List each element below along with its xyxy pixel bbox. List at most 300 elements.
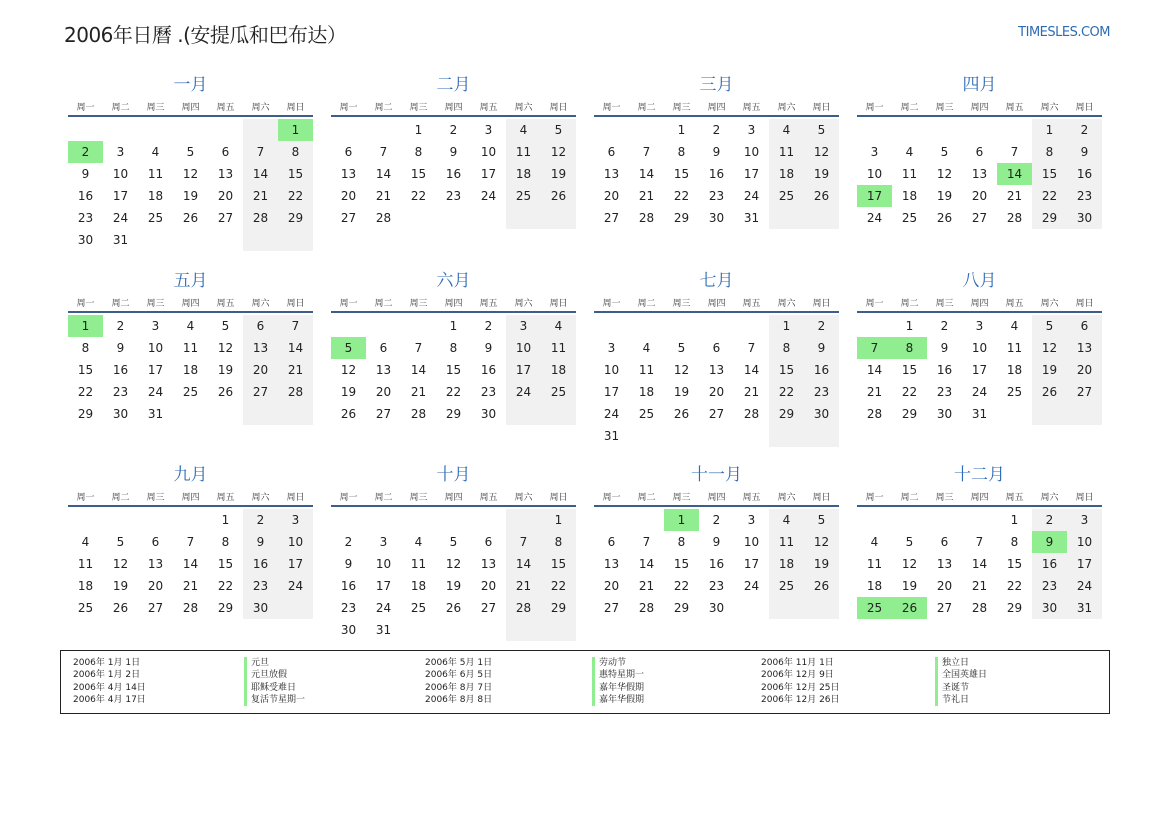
day-cell: 24 bbox=[743, 189, 760, 203]
day-cell: 10 bbox=[743, 535, 760, 549]
weekday-label: 周四 bbox=[444, 492, 463, 503]
empty-cell bbox=[138, 119, 173, 141]
empty-cell bbox=[541, 207, 576, 229]
day-cell: 25 bbox=[77, 601, 94, 615]
day-cell: 26 bbox=[182, 211, 199, 225]
weekday-label: 周四 bbox=[970, 492, 989, 503]
day-cell: 11 bbox=[638, 363, 655, 377]
day-cell: 27 bbox=[243, 381, 278, 403]
day-cell: 10 bbox=[112, 167, 129, 181]
day-cell: 12 bbox=[112, 557, 129, 571]
day-cell: 27 bbox=[971, 211, 988, 225]
empty-cell bbox=[436, 509, 471, 531]
weekday-label: 周一 bbox=[602, 298, 621, 309]
holiday-day-cell: 9 bbox=[1032, 531, 1067, 553]
empty-cell bbox=[857, 509, 892, 531]
day-cell: 2 bbox=[344, 535, 353, 549]
weekday-label: 周二 bbox=[900, 492, 919, 503]
day-cell: 1 bbox=[221, 513, 230, 527]
month-name: 十月 bbox=[436, 465, 471, 485]
weekday-label: 周二 bbox=[637, 298, 656, 309]
weekday-label: 周日 bbox=[549, 492, 568, 503]
day-cell: 26 bbox=[804, 575, 839, 597]
holiday-name-column bbox=[935, 657, 987, 706]
day-cell: 26 bbox=[112, 601, 129, 615]
day-cell: 12 bbox=[541, 141, 576, 163]
month-name: 十二月 bbox=[954, 465, 1005, 485]
weekday-header bbox=[331, 487, 576, 507]
weekday-label: 周二 bbox=[111, 298, 130, 309]
day-cell: 6 bbox=[243, 315, 278, 337]
day-cell: 19 bbox=[340, 385, 357, 399]
empty-cell bbox=[734, 315, 769, 337]
holiday-name: 圣诞节 bbox=[935, 682, 987, 694]
holiday-day-cell: 25 bbox=[857, 597, 892, 619]
day-cell: 16 bbox=[936, 363, 953, 377]
day-cell: 24 bbox=[112, 211, 129, 225]
month-calendar bbox=[857, 463, 1102, 657]
day-cell: 3 bbox=[1067, 509, 1102, 531]
day-cell: 23 bbox=[340, 601, 357, 615]
day-cell: 14 bbox=[971, 557, 988, 571]
day-cell: 3 bbox=[116, 145, 125, 159]
empty-cell bbox=[103, 509, 138, 531]
empty-cell bbox=[629, 315, 664, 337]
weekday-label: 周五 bbox=[742, 102, 761, 113]
day-cell: 7 bbox=[414, 341, 423, 355]
holiday-date: 2006年 12月 9日 bbox=[761, 670, 834, 681]
holiday-date: 2006年 4月 14日 bbox=[73, 682, 146, 693]
empty-cell bbox=[506, 207, 541, 229]
day-cell: 12 bbox=[804, 141, 839, 163]
weekday-header bbox=[68, 97, 313, 117]
day-cell: 3 bbox=[151, 319, 160, 333]
day-cell: 17 bbox=[147, 363, 164, 377]
empty-cell bbox=[436, 207, 471, 229]
day-cell: 11 bbox=[901, 167, 918, 181]
day-cell: 10 bbox=[866, 167, 883, 181]
day-cell: 4 bbox=[769, 509, 804, 531]
weekday-label: 周三 bbox=[409, 298, 428, 309]
holiday-name: 节礼日 bbox=[935, 694, 987, 706]
day-cell: 24 bbox=[480, 189, 497, 203]
day-cell: 3 bbox=[870, 145, 879, 159]
day-cell: 18 bbox=[769, 163, 804, 185]
day-cell: 20 bbox=[971, 189, 988, 203]
day-cell: 10 bbox=[375, 557, 392, 571]
day-cell: 5 bbox=[541, 119, 576, 141]
day-cell: 1 bbox=[677, 123, 686, 137]
holiday-name: 复活节星期一 bbox=[244, 694, 305, 706]
holiday-day-cell: 7 bbox=[857, 337, 892, 359]
day-cell: 15 bbox=[673, 167, 690, 181]
day-cell: 21 bbox=[638, 189, 655, 203]
empty-cell bbox=[857, 119, 892, 141]
day-cell: 5 bbox=[804, 119, 839, 141]
weekday-label: 周六 bbox=[251, 298, 270, 309]
month-calendar bbox=[857, 73, 1102, 269]
day-cell: 17 bbox=[743, 557, 760, 571]
day-cell: 14 bbox=[182, 557, 199, 571]
day-cell: 1 bbox=[1010, 513, 1019, 527]
day-cell: 30 bbox=[1032, 597, 1067, 619]
day-cell: 13 bbox=[971, 167, 988, 181]
day-cell: 16 bbox=[77, 189, 94, 203]
day-cell: 18 bbox=[1006, 363, 1023, 377]
empty-cell bbox=[1067, 403, 1102, 425]
day-cell: 15 bbox=[410, 167, 427, 181]
day-cell: 6 bbox=[484, 535, 493, 549]
day-cell: 22 bbox=[1006, 579, 1023, 593]
empty-cell bbox=[734, 597, 769, 619]
empty-cell bbox=[734, 425, 769, 447]
holiday-list bbox=[60, 650, 1110, 714]
weekday-label: 周六 bbox=[1040, 492, 1059, 503]
weekday-label: 周三 bbox=[935, 492, 954, 503]
weekday-label: 周四 bbox=[444, 102, 463, 113]
day-cell: 7 bbox=[642, 145, 651, 159]
empty-cell bbox=[331, 315, 366, 337]
weekday-label: 周一 bbox=[865, 492, 884, 503]
day-cell: 31 bbox=[971, 407, 988, 421]
day-cell: 15 bbox=[673, 557, 690, 571]
day-cell: 2 bbox=[243, 509, 278, 531]
day-cell: 10 bbox=[743, 145, 760, 159]
day-cell: 25 bbox=[410, 601, 427, 615]
holiday-date: 2006年 12月 25日 bbox=[761, 682, 840, 693]
day-cell: 30 bbox=[340, 623, 357, 637]
day-cell: 11 bbox=[1006, 341, 1023, 355]
empty-cell bbox=[401, 619, 436, 641]
holiday-name: 劳动节 bbox=[592, 657, 644, 669]
day-cell: 7 bbox=[186, 535, 195, 549]
day-cell: 2 bbox=[449, 123, 458, 137]
day-cell: 5 bbox=[221, 319, 230, 333]
holiday-name-column bbox=[592, 657, 644, 706]
day-cell: 7 bbox=[1010, 145, 1019, 159]
empty-cell bbox=[962, 509, 997, 531]
weekday-label: 周五 bbox=[1005, 298, 1024, 309]
weekday-label: 周三 bbox=[935, 102, 954, 113]
day-cell: 17 bbox=[112, 189, 129, 203]
day-cell: 6 bbox=[940, 535, 949, 549]
day-cell: 5 bbox=[804, 509, 839, 531]
day-cell: 16 bbox=[112, 363, 129, 377]
day-cell: 4 bbox=[414, 535, 423, 549]
weekday-header bbox=[857, 487, 1102, 507]
weekday-label: 周三 bbox=[146, 298, 165, 309]
month-calendar bbox=[68, 73, 313, 269]
day-cell: 27 bbox=[375, 407, 392, 421]
holiday-day-cell: 1 bbox=[664, 509, 699, 531]
empty-cell bbox=[857, 315, 892, 337]
day-cell: 29 bbox=[77, 407, 94, 421]
weekday-header bbox=[68, 293, 313, 313]
weekday-label: 周三 bbox=[146, 492, 165, 503]
day-cell: 21 bbox=[743, 385, 760, 399]
month-calendar bbox=[594, 269, 839, 463]
day-cell: 8 bbox=[278, 141, 313, 163]
holiday-name: 元旦 bbox=[244, 657, 305, 669]
day-cell: 5 bbox=[677, 341, 686, 355]
day-cell: 21 bbox=[243, 185, 278, 207]
day-cell: 9 bbox=[940, 341, 949, 355]
day-grid bbox=[857, 119, 1102, 229]
day-cell: 5 bbox=[905, 535, 914, 549]
empty-cell bbox=[506, 619, 541, 641]
holiday-date: 2006年 1月 2日 bbox=[73, 670, 141, 681]
day-cell: 1 bbox=[769, 315, 804, 337]
day-cell: 31 bbox=[1067, 597, 1102, 619]
day-cell: 11 bbox=[769, 141, 804, 163]
day-cell: 29 bbox=[445, 407, 462, 421]
day-cell: 24 bbox=[866, 211, 883, 225]
empty-cell bbox=[243, 119, 278, 141]
empty-cell bbox=[401, 509, 436, 531]
holiday-day-cell: 26 bbox=[892, 597, 927, 619]
empty-cell bbox=[594, 119, 629, 141]
day-cell: 16 bbox=[804, 359, 839, 381]
day-cell: 4 bbox=[506, 119, 541, 141]
weekday-label: 周二 bbox=[111, 492, 130, 503]
empty-cell bbox=[68, 119, 103, 141]
holiday-day-cell: 1 bbox=[278, 119, 313, 141]
day-cell: 23 bbox=[445, 189, 462, 203]
day-cell: 13 bbox=[1067, 337, 1102, 359]
day-grid bbox=[68, 315, 313, 425]
day-cell: 12 bbox=[673, 363, 690, 377]
empty-cell bbox=[278, 597, 313, 619]
weekday-label: 周日 bbox=[812, 102, 831, 113]
day-cell: 22 bbox=[901, 385, 918, 399]
day-cell: 11 bbox=[541, 337, 576, 359]
holiday-day-cell: 14 bbox=[997, 163, 1032, 185]
empty-cell bbox=[629, 425, 664, 447]
empty-cell bbox=[173, 509, 208, 531]
day-cell: 4 bbox=[151, 145, 160, 159]
day-cell: 22 bbox=[77, 385, 94, 399]
day-cell: 4 bbox=[642, 341, 651, 355]
weekday-label: 周四 bbox=[707, 492, 726, 503]
day-cell: 17 bbox=[506, 359, 541, 381]
day-cell: 30 bbox=[708, 211, 725, 225]
empty-cell bbox=[243, 229, 278, 251]
day-cell: 1 bbox=[905, 319, 914, 333]
day-cell: 3 bbox=[747, 513, 756, 527]
weekday-label: 周三 bbox=[146, 102, 165, 113]
day-cell: 9 bbox=[712, 145, 721, 159]
day-cell: 19 bbox=[1032, 359, 1067, 381]
weekday-label: 周五 bbox=[479, 102, 498, 113]
empty-cell bbox=[664, 425, 699, 447]
weekday-label: 周日 bbox=[549, 102, 568, 113]
day-cell: 9 bbox=[344, 557, 353, 571]
weekday-label: 周一 bbox=[76, 298, 95, 309]
day-cell: 21 bbox=[182, 579, 199, 593]
empty-cell bbox=[594, 315, 629, 337]
day-cell: 7 bbox=[243, 141, 278, 163]
day-cell: 20 bbox=[936, 579, 953, 593]
day-cell: 3 bbox=[747, 123, 756, 137]
day-cell: 8 bbox=[81, 341, 90, 355]
empty-cell bbox=[769, 425, 804, 447]
day-cell: 8 bbox=[541, 531, 576, 553]
day-cell: 9 bbox=[484, 341, 493, 355]
holiday-name: 全国英雄日 bbox=[935, 669, 987, 681]
day-cell: 16 bbox=[243, 553, 278, 575]
empty-cell bbox=[208, 229, 243, 251]
weekday-header bbox=[857, 293, 1102, 313]
empty-cell bbox=[138, 229, 173, 251]
empty-cell bbox=[927, 119, 962, 141]
empty-cell bbox=[769, 207, 804, 229]
day-cell: 15 bbox=[901, 363, 918, 377]
day-grid bbox=[68, 509, 313, 619]
day-cell: 2 bbox=[712, 513, 721, 527]
weekday-label: 周二 bbox=[374, 492, 393, 503]
day-cell: 30 bbox=[804, 403, 839, 425]
empty-cell bbox=[366, 315, 401, 337]
site-link[interactable]: TIMESLES.COM bbox=[1018, 25, 1110, 40]
empty-cell bbox=[594, 509, 629, 531]
day-cell: 1 bbox=[541, 509, 576, 531]
month-name: 四月 bbox=[962, 75, 997, 95]
day-cell: 24 bbox=[375, 601, 392, 615]
day-cell: 22 bbox=[445, 385, 462, 399]
day-cell: 3 bbox=[484, 123, 493, 137]
weekday-label: 周二 bbox=[111, 102, 130, 113]
holiday-date: 2006年 6月 5日 bbox=[425, 670, 493, 681]
empty-cell bbox=[366, 509, 401, 531]
empty-cell bbox=[173, 119, 208, 141]
weekday-label: 周一 bbox=[76, 492, 95, 503]
holiday-date: 2006年 8月 8日 bbox=[425, 694, 493, 705]
day-cell: 7 bbox=[642, 535, 651, 549]
day-cell: 31 bbox=[603, 429, 620, 443]
day-cell: 3 bbox=[975, 319, 984, 333]
empty-cell bbox=[506, 403, 541, 425]
weekday-label: 周六 bbox=[777, 102, 796, 113]
day-cell: 25 bbox=[147, 211, 164, 225]
day-cell: 12 bbox=[182, 167, 199, 181]
day-cell: 19 bbox=[112, 579, 129, 593]
holiday-date: 2006年 5月 1日 bbox=[425, 658, 493, 668]
weekday-label: 周五 bbox=[479, 298, 498, 309]
holiday-name: 独立日 bbox=[935, 657, 987, 669]
day-cell: 26 bbox=[1032, 381, 1067, 403]
day-cell: 25 bbox=[541, 381, 576, 403]
day-cell: 8 bbox=[1032, 141, 1067, 163]
month-name: 三月 bbox=[699, 75, 734, 95]
day-cell: 6 bbox=[221, 145, 230, 159]
day-cell: 29 bbox=[1032, 207, 1067, 229]
day-cell: 26 bbox=[673, 407, 690, 421]
day-cell: 28 bbox=[375, 211, 392, 225]
empty-cell bbox=[471, 619, 506, 641]
day-cell: 14 bbox=[866, 363, 883, 377]
day-cell: 19 bbox=[541, 163, 576, 185]
day-cell: 21 bbox=[866, 385, 883, 399]
day-cell: 27 bbox=[603, 601, 620, 615]
day-cell: 17 bbox=[1067, 553, 1102, 575]
day-cell: 23 bbox=[1032, 575, 1067, 597]
day-cell: 15 bbox=[217, 557, 234, 571]
day-cell: 14 bbox=[243, 163, 278, 185]
day-cell: 4 bbox=[81, 535, 90, 549]
empty-cell bbox=[629, 119, 664, 141]
empty-cell bbox=[804, 207, 839, 229]
day-grid bbox=[331, 119, 576, 229]
empty-cell bbox=[927, 509, 962, 531]
day-cell: 22 bbox=[541, 575, 576, 597]
day-cell: 25 bbox=[901, 211, 918, 225]
weekday-label: 周一 bbox=[339, 298, 358, 309]
day-grid bbox=[857, 315, 1102, 425]
weekday-label: 周六 bbox=[251, 492, 270, 503]
day-cell: 22 bbox=[217, 579, 234, 593]
day-cell: 25 bbox=[769, 575, 804, 597]
day-cell: 16 bbox=[708, 167, 725, 181]
day-cell: 7 bbox=[379, 145, 388, 159]
weekday-label: 周四 bbox=[707, 102, 726, 113]
day-cell: 2 bbox=[940, 319, 949, 333]
weekday-label: 周五 bbox=[479, 492, 498, 503]
day-cell: 13 bbox=[375, 363, 392, 377]
day-cell: 12 bbox=[804, 531, 839, 553]
day-cell: 18 bbox=[866, 579, 883, 593]
day-cell: 8 bbox=[221, 535, 230, 549]
day-cell: 4 bbox=[769, 119, 804, 141]
day-cell: 2 bbox=[484, 319, 493, 333]
day-cell: 6 bbox=[344, 145, 353, 159]
day-cell: 29 bbox=[217, 601, 234, 615]
day-cell: 27 bbox=[340, 211, 357, 225]
day-cell: 14 bbox=[638, 557, 655, 571]
empty-cell bbox=[243, 403, 278, 425]
day-cell: 13 bbox=[936, 557, 953, 571]
month-name: 十一月 bbox=[691, 465, 742, 485]
day-cell: 18 bbox=[77, 579, 94, 593]
day-grid bbox=[594, 315, 839, 447]
day-cell: 8 bbox=[677, 535, 686, 549]
day-cell: 16 bbox=[1032, 553, 1067, 575]
day-cell: 17 bbox=[603, 385, 620, 399]
day-cell: 26 bbox=[445, 601, 462, 615]
day-cell: 11 bbox=[769, 531, 804, 553]
empty-cell bbox=[471, 207, 506, 229]
day-cell: 17 bbox=[743, 167, 760, 181]
day-cell: 30 bbox=[112, 407, 129, 421]
day-cell: 3 bbox=[278, 509, 313, 531]
holiday-name: 嘉年华假期 bbox=[592, 682, 644, 694]
empty-cell bbox=[804, 425, 839, 447]
day-cell: 17 bbox=[480, 167, 497, 181]
day-cell: 16 bbox=[480, 363, 497, 377]
weekday-label: 周五 bbox=[216, 102, 235, 113]
empty-cell bbox=[664, 315, 699, 337]
day-cell: 28 bbox=[1006, 211, 1023, 225]
weekday-label: 周四 bbox=[970, 102, 989, 113]
day-cell: 6 bbox=[379, 341, 388, 355]
day-cell: 13 bbox=[147, 557, 164, 571]
day-cell: 21 bbox=[410, 385, 427, 399]
day-cell: 20 bbox=[603, 579, 620, 593]
day-cell: 19 bbox=[217, 363, 234, 377]
day-cell: 14 bbox=[506, 553, 541, 575]
day-cell: 16 bbox=[445, 167, 462, 181]
day-cell: 8 bbox=[1010, 535, 1019, 549]
day-cell: 15 bbox=[769, 359, 804, 381]
